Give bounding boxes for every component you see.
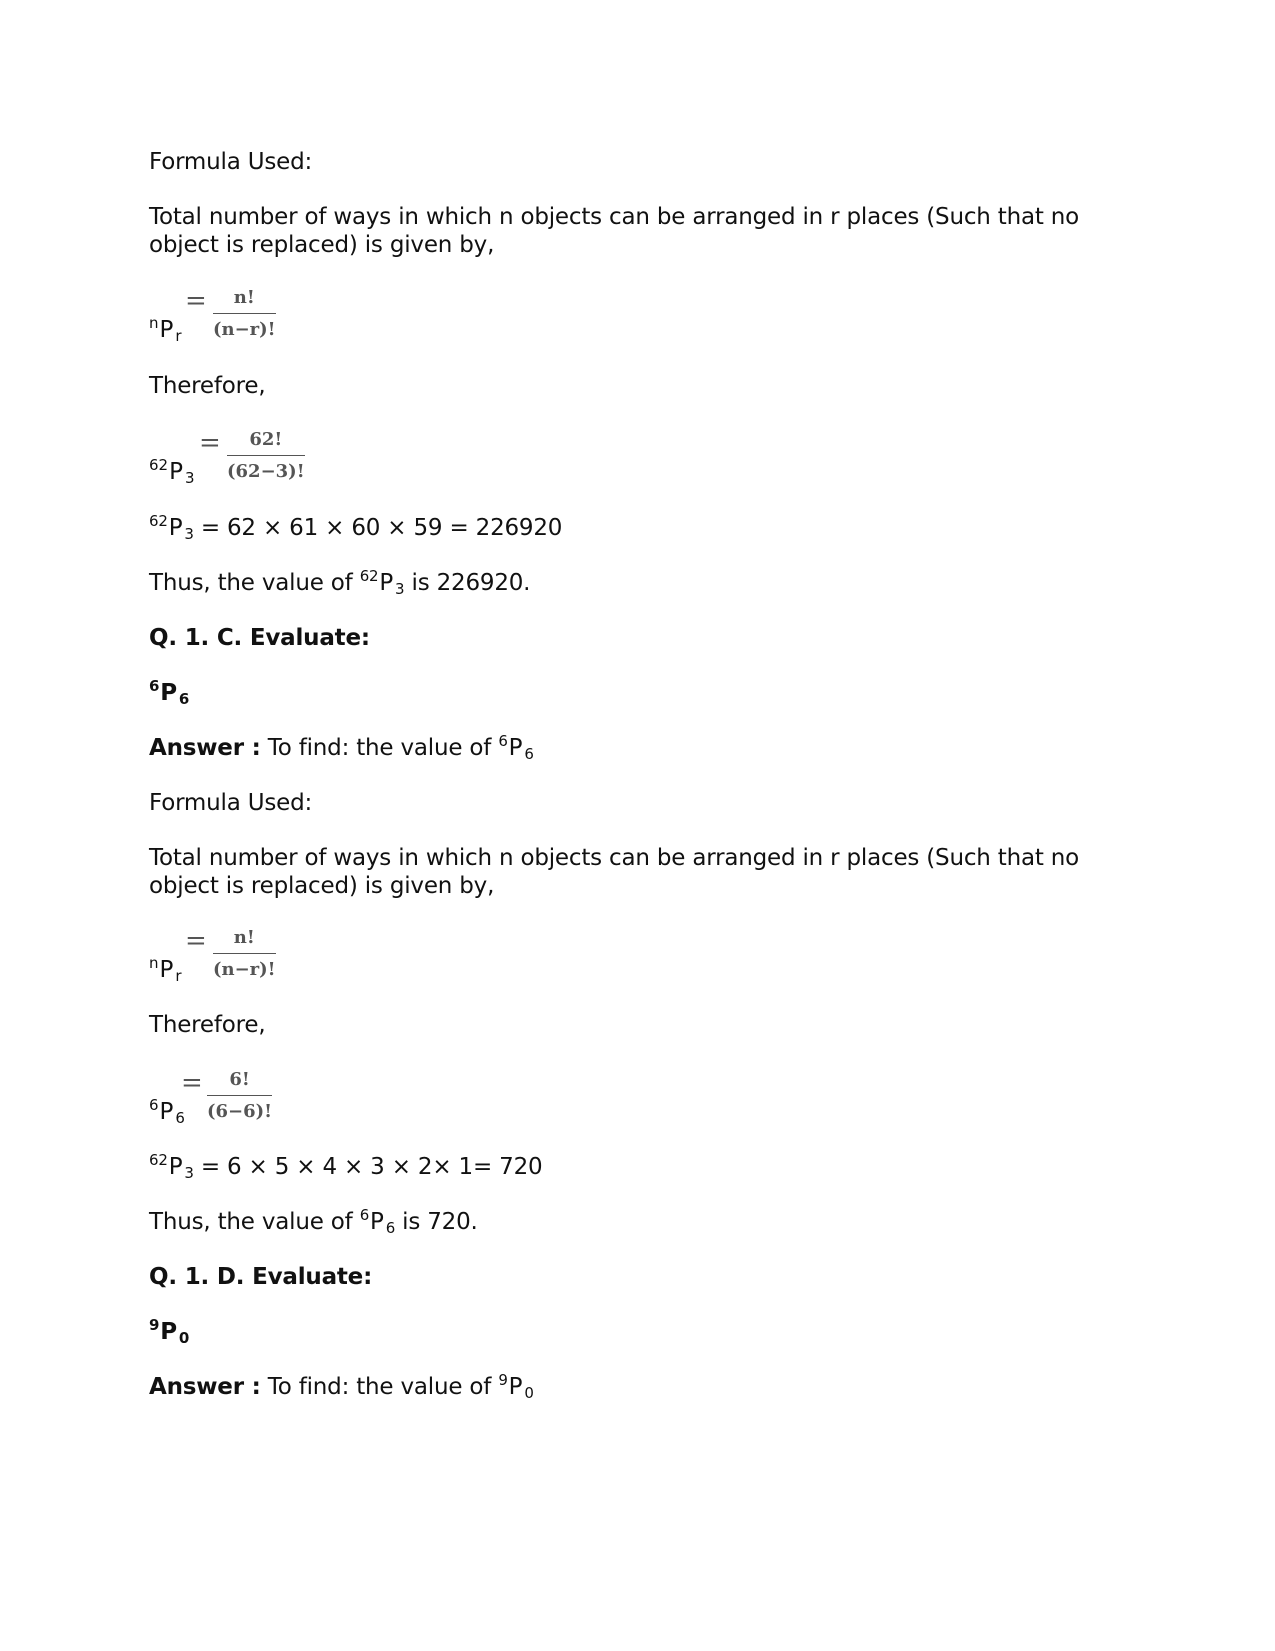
answer-line: Answer : To find: the value of $^9$P $_0$ — [149, 1371, 534, 1402]
result-line: $^{62}$P $_3$ = 62 × 61 × 60 × 59 = 226920 — [149, 512, 563, 543]
calc-fraction: $\frac{6!}{(6-6)!}$ — [207, 1069, 273, 1122]
formula-fraction: $\frac{n!}{(n-r)!}$ — [213, 927, 276, 980]
permutation-formula: $^n$P $_r$ = $\frac{n!}{(n-r)!}$ — [149, 926, 276, 985]
definition-line-2: object is replaced) is given by, — [149, 232, 495, 258]
calculation-formula: $^{62}$P $_3$ = $\frac{62!}{(62-3)!}$ — [149, 428, 305, 487]
formula-fraction: $\frac{n!}{(n-r)!}$ — [213, 287, 276, 340]
calc-fraction: $\frac{62!}{(62-3)!}$ — [227, 429, 305, 482]
formula-used-label: Formula Used: — [149, 149, 313, 175]
definition-line-2: object is replaced) is given by, — [149, 873, 495, 899]
result-line: $^{62}$P $_3$ = 6 × 5 × 4 × 3 × 2× 1= 720 — [149, 1151, 543, 1182]
question-heading: Q. 1. D. Evaluate: — [149, 1264, 373, 1290]
answer-line: Answer : To find: the value of $^6$P $_6$ — [149, 732, 534, 763]
therefore-label: Therefore, — [149, 373, 266, 399]
conclusion-line: Thus, the value of $^6$P $_6$ is 720. — [149, 1206, 478, 1237]
formula-lhs: $^n$P $_r$ — [149, 314, 182, 345]
calc-lhs: $^6$P $_6$ — [149, 1096, 185, 1127]
question-expression: $^6$P $_6$ — [149, 677, 190, 708]
question-expression: $^9$P $_0$ — [149, 1316, 190, 1347]
formula-lhs: $^n$P $_r$ — [149, 954, 182, 985]
therefore-label: Therefore, — [149, 1012, 266, 1038]
conclusion-line: Thus, the value of $^{62}$P $_3$ is 226920. — [149, 567, 531, 598]
formula-used-label: Formula Used: — [149, 790, 313, 816]
permutation-formula: $^n$P $_r$ = $\frac{n!}{(n-r)!}$ — [149, 286, 276, 345]
question-heading: Q. 1. C. Evaluate: — [149, 625, 370, 651]
calculation-formula: $^6$P $_6$ = $\frac{6!}{(6-6)!}$ — [149, 1068, 273, 1127]
calc-lhs: $^{62}$P $_3$ — [149, 456, 195, 487]
definition-line-1: Total number of ways in which n objects can be arranged in r places (Such that no — [149, 845, 1080, 871]
definition-line-1: Total number of ways in which n objects can be arranged in r places (Such that no — [149, 204, 1080, 230]
